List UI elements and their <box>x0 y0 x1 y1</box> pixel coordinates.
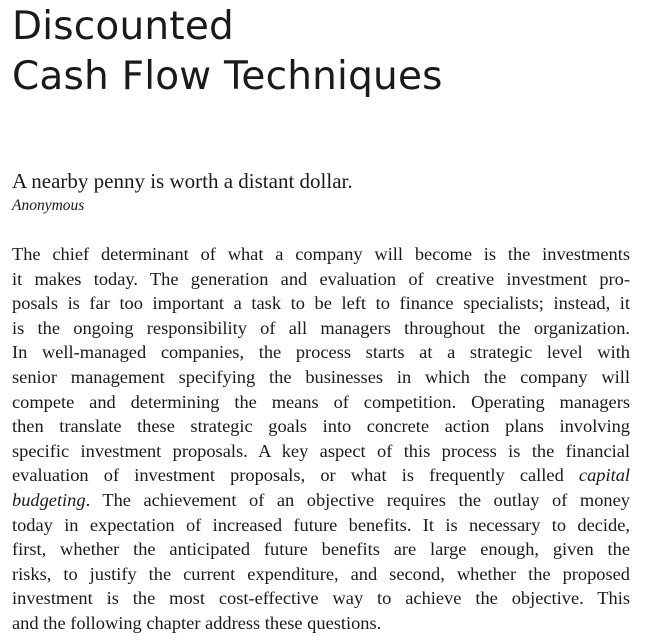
epigraph-quote: A nearby penny is worth a distant dollar. <box>12 169 353 193</box>
chapter-title-line-1: Discounted <box>12 4 234 49</box>
body-line: senior management specifying the businesses in which the company will <box>12 366 630 387</box>
body-line: In well-managed companies, the process starts at a strategic level with <box>12 342 630 363</box>
body-line: risks, to justify the current expenditure, and second, whether the proposed <box>12 563 630 584</box>
italic-term: capital <box>578 465 630 486</box>
body-paragraph <box>12 242 630 636</box>
body-line: then translate these strategic goals into concrete action plans involving <box>12 416 630 437</box>
body-line: today in expectation of increased future benefits. It is necessary to decide, <box>12 514 630 535</box>
body-text-run: evaluation of investment proposals, or what is frequently called <box>12 465 579 486</box>
epigraph <box>12 167 353 216</box>
body-line <box>12 463 630 488</box>
body-line: investment is the most cost-effective way to achieve the objective. This <box>12 588 630 609</box>
chapter-title <box>12 2 443 102</box>
body-line: is the ongoing responsibility of all managers throughout the organization. <box>12 317 630 338</box>
italic-term: budgeting <box>12 489 86 510</box>
body-line: it makes today. The generation and evaluation of creative investment pro- <box>12 268 630 289</box>
epigraph-attribution: Anonymous <box>12 197 85 214</box>
body-line <box>12 488 630 513</box>
body-line: and the following chapter address these questions. <box>12 612 382 633</box>
body-line: The chief determinant of what a company will become is the investments <box>12 244 630 264</box>
chapter-title-line-2: Cash Flow Techniques <box>12 54 443 99</box>
body-text-run: . The achievement of an objective requires the outlay of money <box>85 489 630 510</box>
body-line: posals is far too important a task to be left to finance specialists; instead, it <box>12 293 630 314</box>
body-line: first, whether the anticipated future benefits are large enough, given the <box>12 539 630 560</box>
body-line: specific investment proposals. A key aspect of this process is the financial <box>12 440 630 461</box>
body-line: compete and determining the means of competition. Operating managers <box>12 391 630 412</box>
